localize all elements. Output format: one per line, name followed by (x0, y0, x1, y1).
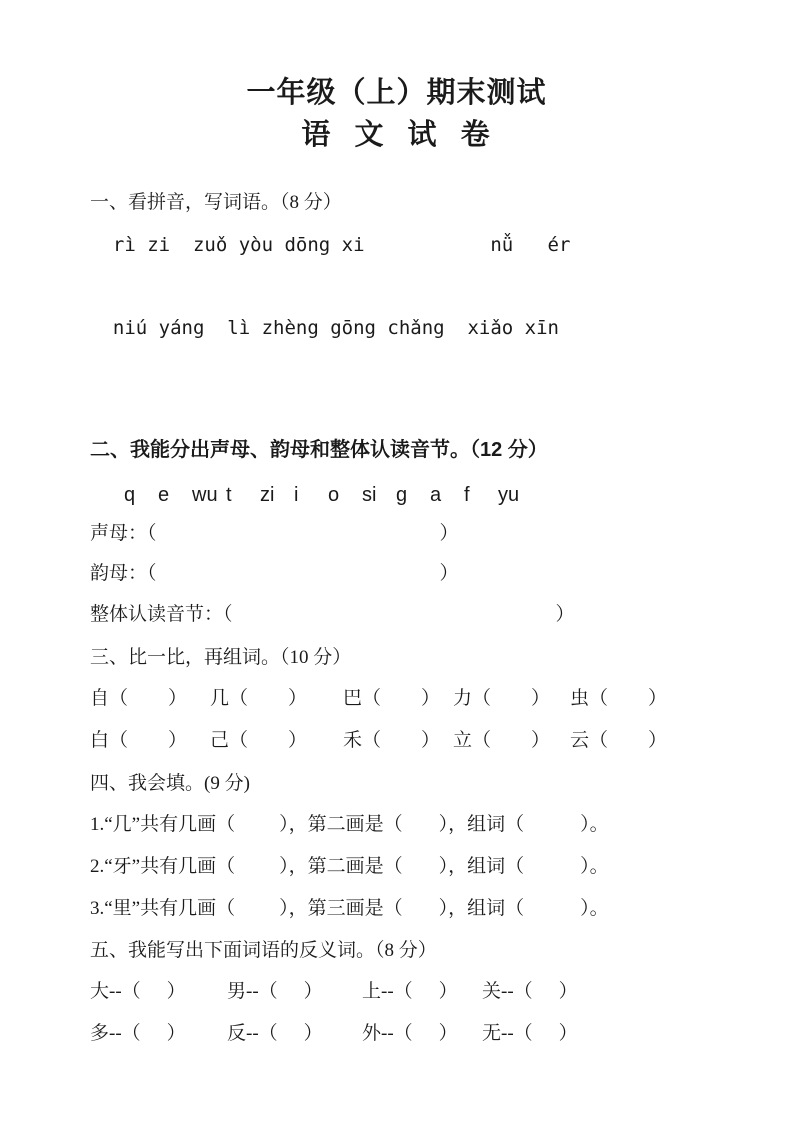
initials-label: 声母：（ (90, 523, 157, 544)
open-paren: （ (362, 730, 382, 751)
answer-blank (524, 870, 580, 872)
compare-unit (343, 687, 453, 711)
letter-a: a (430, 484, 442, 506)
compare-unit (210, 687, 343, 711)
answer-blank (233, 618, 556, 620)
close-paren: ） (288, 688, 308, 709)
character: 虫 (570, 688, 590, 709)
compare-unit (453, 687, 570, 711)
pinyin-row-2: niú yáng lì zhèng gōng chǎng xiǎo xīn (90, 317, 559, 339)
letter-o: o (328, 484, 340, 506)
answer-blank (608, 702, 648, 704)
section-two-heading: 二、我能分出声母、韵母和整体认读音节。（12 分） (90, 439, 548, 461)
antonym-prompt: 上--（ (362, 981, 413, 1002)
letter-i: i (294, 484, 299, 506)
character: 巴 (343, 688, 363, 709)
close-paren: ） (439, 563, 459, 584)
antonym-prompt: 关--（ (482, 981, 533, 1002)
whole-syllables-label: 整体认读音节：（ (90, 604, 233, 625)
antonym-row-1 (90, 980, 578, 1004)
antonym-unit (482, 1022, 578, 1046)
letter-wu: wu (192, 484, 218, 506)
initials-answer-row (90, 522, 459, 546)
letter-zi: zi (260, 484, 275, 506)
paper-title-line2: 语 文 试 卷 (301, 119, 492, 151)
antonym-prompt: 无--（ (482, 1023, 533, 1044)
close-paren: ） (168, 688, 188, 709)
character: 力 (453, 688, 473, 709)
answer-blank (128, 744, 168, 746)
compare-unit (453, 729, 570, 753)
close-paren: ） (558, 1023, 578, 1044)
character: 立 (453, 730, 473, 751)
open-paren: （ (362, 688, 382, 709)
close-paren: ） (438, 981, 458, 1002)
question-segment: 1.“几”共有几画（ (90, 814, 236, 835)
antonym-unit (90, 1022, 227, 1046)
answer-blank (403, 870, 439, 872)
finals-label: 韵母：（ (90, 563, 157, 584)
answer-blank (157, 577, 440, 579)
letter-si: si (362, 484, 377, 506)
compare-words-row-2 (90, 729, 667, 753)
close-paren: ） (558, 981, 578, 1002)
character: 禾 (343, 730, 363, 751)
syllable-letters-row (124, 483, 532, 508)
paper-title-line1: 一年级（上）期末测试 (246, 77, 547, 109)
close-paren: ） (531, 688, 551, 709)
open-paren: （ (109, 688, 129, 709)
close-paren: ） (648, 730, 668, 751)
section-four-heading: 四、我会填。(9 分) (90, 773, 250, 794)
finals-answer-row (90, 562, 459, 586)
character: 云 (570, 730, 590, 751)
antonym-row-2 (90, 1022, 578, 1046)
close-paren: ） (288, 730, 308, 751)
antonym-unit (90, 980, 227, 1004)
fill-question-1 (90, 813, 609, 837)
antonym-unit (227, 1022, 362, 1046)
section-five-heading: 五、我能写出下面词语的反义词。（8 分） (90, 940, 437, 961)
character: 白 (90, 730, 110, 751)
letter-t: t (226, 484, 232, 506)
antonym-prompt: 外--（ (362, 1023, 413, 1044)
question-segment: 3.“里”共有几画（ (90, 898, 236, 919)
answer-blank (413, 1037, 439, 1039)
character: 几 (210, 688, 230, 709)
open-paren: （ (229, 730, 249, 751)
answer-blank (235, 828, 279, 830)
question-segment: ）。 (580, 898, 609, 919)
antonym-unit (362, 980, 482, 1004)
open-paren: （ (589, 688, 609, 709)
question-segment: ）。 (580, 856, 609, 877)
open-paren: （ (109, 730, 129, 751)
antonym-unit (482, 980, 578, 1004)
answer-blank (128, 702, 168, 704)
open-paren: （ (472, 688, 492, 709)
answer-blank (524, 828, 580, 830)
letter-q: q (124, 484, 136, 506)
answer-blank (533, 1037, 559, 1039)
answer-blank (278, 995, 304, 997)
antonym-prompt: 反--（ (227, 1023, 278, 1044)
close-paren: ） (166, 981, 186, 1002)
question-segment: ），组词（ (438, 814, 525, 835)
compare-unit (570, 687, 667, 711)
open-paren: （ (472, 730, 492, 751)
compare-unit (90, 729, 210, 753)
antonym-prompt: 大--（ (90, 981, 141, 1002)
close-paren: ） (648, 688, 668, 709)
answer-blank (533, 995, 559, 997)
pinyin-row-1: rì zi zuǒ yòu dōng xi nǚ ér (90, 234, 571, 256)
question-segment: ），第二画是（ (279, 814, 403, 835)
whole-syllables-answer-row (90, 603, 575, 627)
answer-blank (278, 1037, 304, 1039)
compare-unit (343, 729, 453, 753)
answer-blank (524, 912, 580, 914)
fill-question-2 (90, 855, 609, 879)
answer-blank (381, 744, 421, 746)
antonym-prompt: 多--（ (90, 1023, 141, 1044)
antonym-unit (362, 1022, 482, 1046)
answer-blank (403, 912, 439, 914)
close-paren: ） (303, 981, 323, 1002)
question-segment: ）。 (580, 814, 609, 835)
answer-blank (608, 744, 648, 746)
answer-blank (235, 912, 279, 914)
question-segment: ），组词（ (438, 898, 525, 919)
close-paren: ） (439, 523, 459, 544)
question-segment: ），第三画是（ (279, 898, 403, 919)
close-paren: ） (168, 730, 188, 751)
answer-blank (235, 870, 279, 872)
answer-blank (413, 995, 439, 997)
close-paren: ） (303, 1023, 323, 1044)
letter-yu: yu (498, 484, 520, 506)
character: 己 (210, 730, 230, 751)
close-paren: ） (166, 1023, 186, 1044)
close-paren: ） (555, 604, 575, 625)
close-paren: ） (421, 730, 441, 751)
antonym-unit (227, 980, 362, 1004)
open-paren: （ (589, 730, 609, 751)
section-one-heading: 一、看拼音，写词语。（8 分） (90, 192, 342, 213)
compare-words-row-1 (90, 687, 667, 711)
answer-blank (141, 1037, 167, 1039)
answer-blank (381, 702, 421, 704)
answer-blank (403, 828, 439, 830)
answer-blank (248, 744, 288, 746)
antonym-prompt: 男--（ (227, 981, 278, 1002)
question-segment: ），组词（ (438, 856, 525, 877)
fill-question-3 (90, 897, 609, 921)
answer-blank (491, 702, 531, 704)
section-three-heading: 三、比一比，再组词。（10 分） (90, 647, 352, 668)
answer-blank (141, 995, 167, 997)
question-segment: 2.“牙”共有几画（ (90, 856, 236, 877)
open-paren: （ (229, 688, 249, 709)
compare-unit (570, 729, 667, 753)
question-segment: ），第二画是（ (279, 856, 403, 877)
close-paren: ） (438, 1023, 458, 1044)
answer-blank (248, 702, 288, 704)
answer-blank (491, 744, 531, 746)
close-paren: ） (421, 688, 441, 709)
answer-blank (157, 537, 440, 539)
letter-f: f (464, 484, 470, 506)
close-paren: ） (531, 730, 551, 751)
compare-unit (90, 687, 210, 711)
compare-unit (210, 729, 343, 753)
letter-g: g (396, 484, 408, 506)
letter-e: e (158, 484, 170, 506)
character: 自 (90, 688, 110, 709)
